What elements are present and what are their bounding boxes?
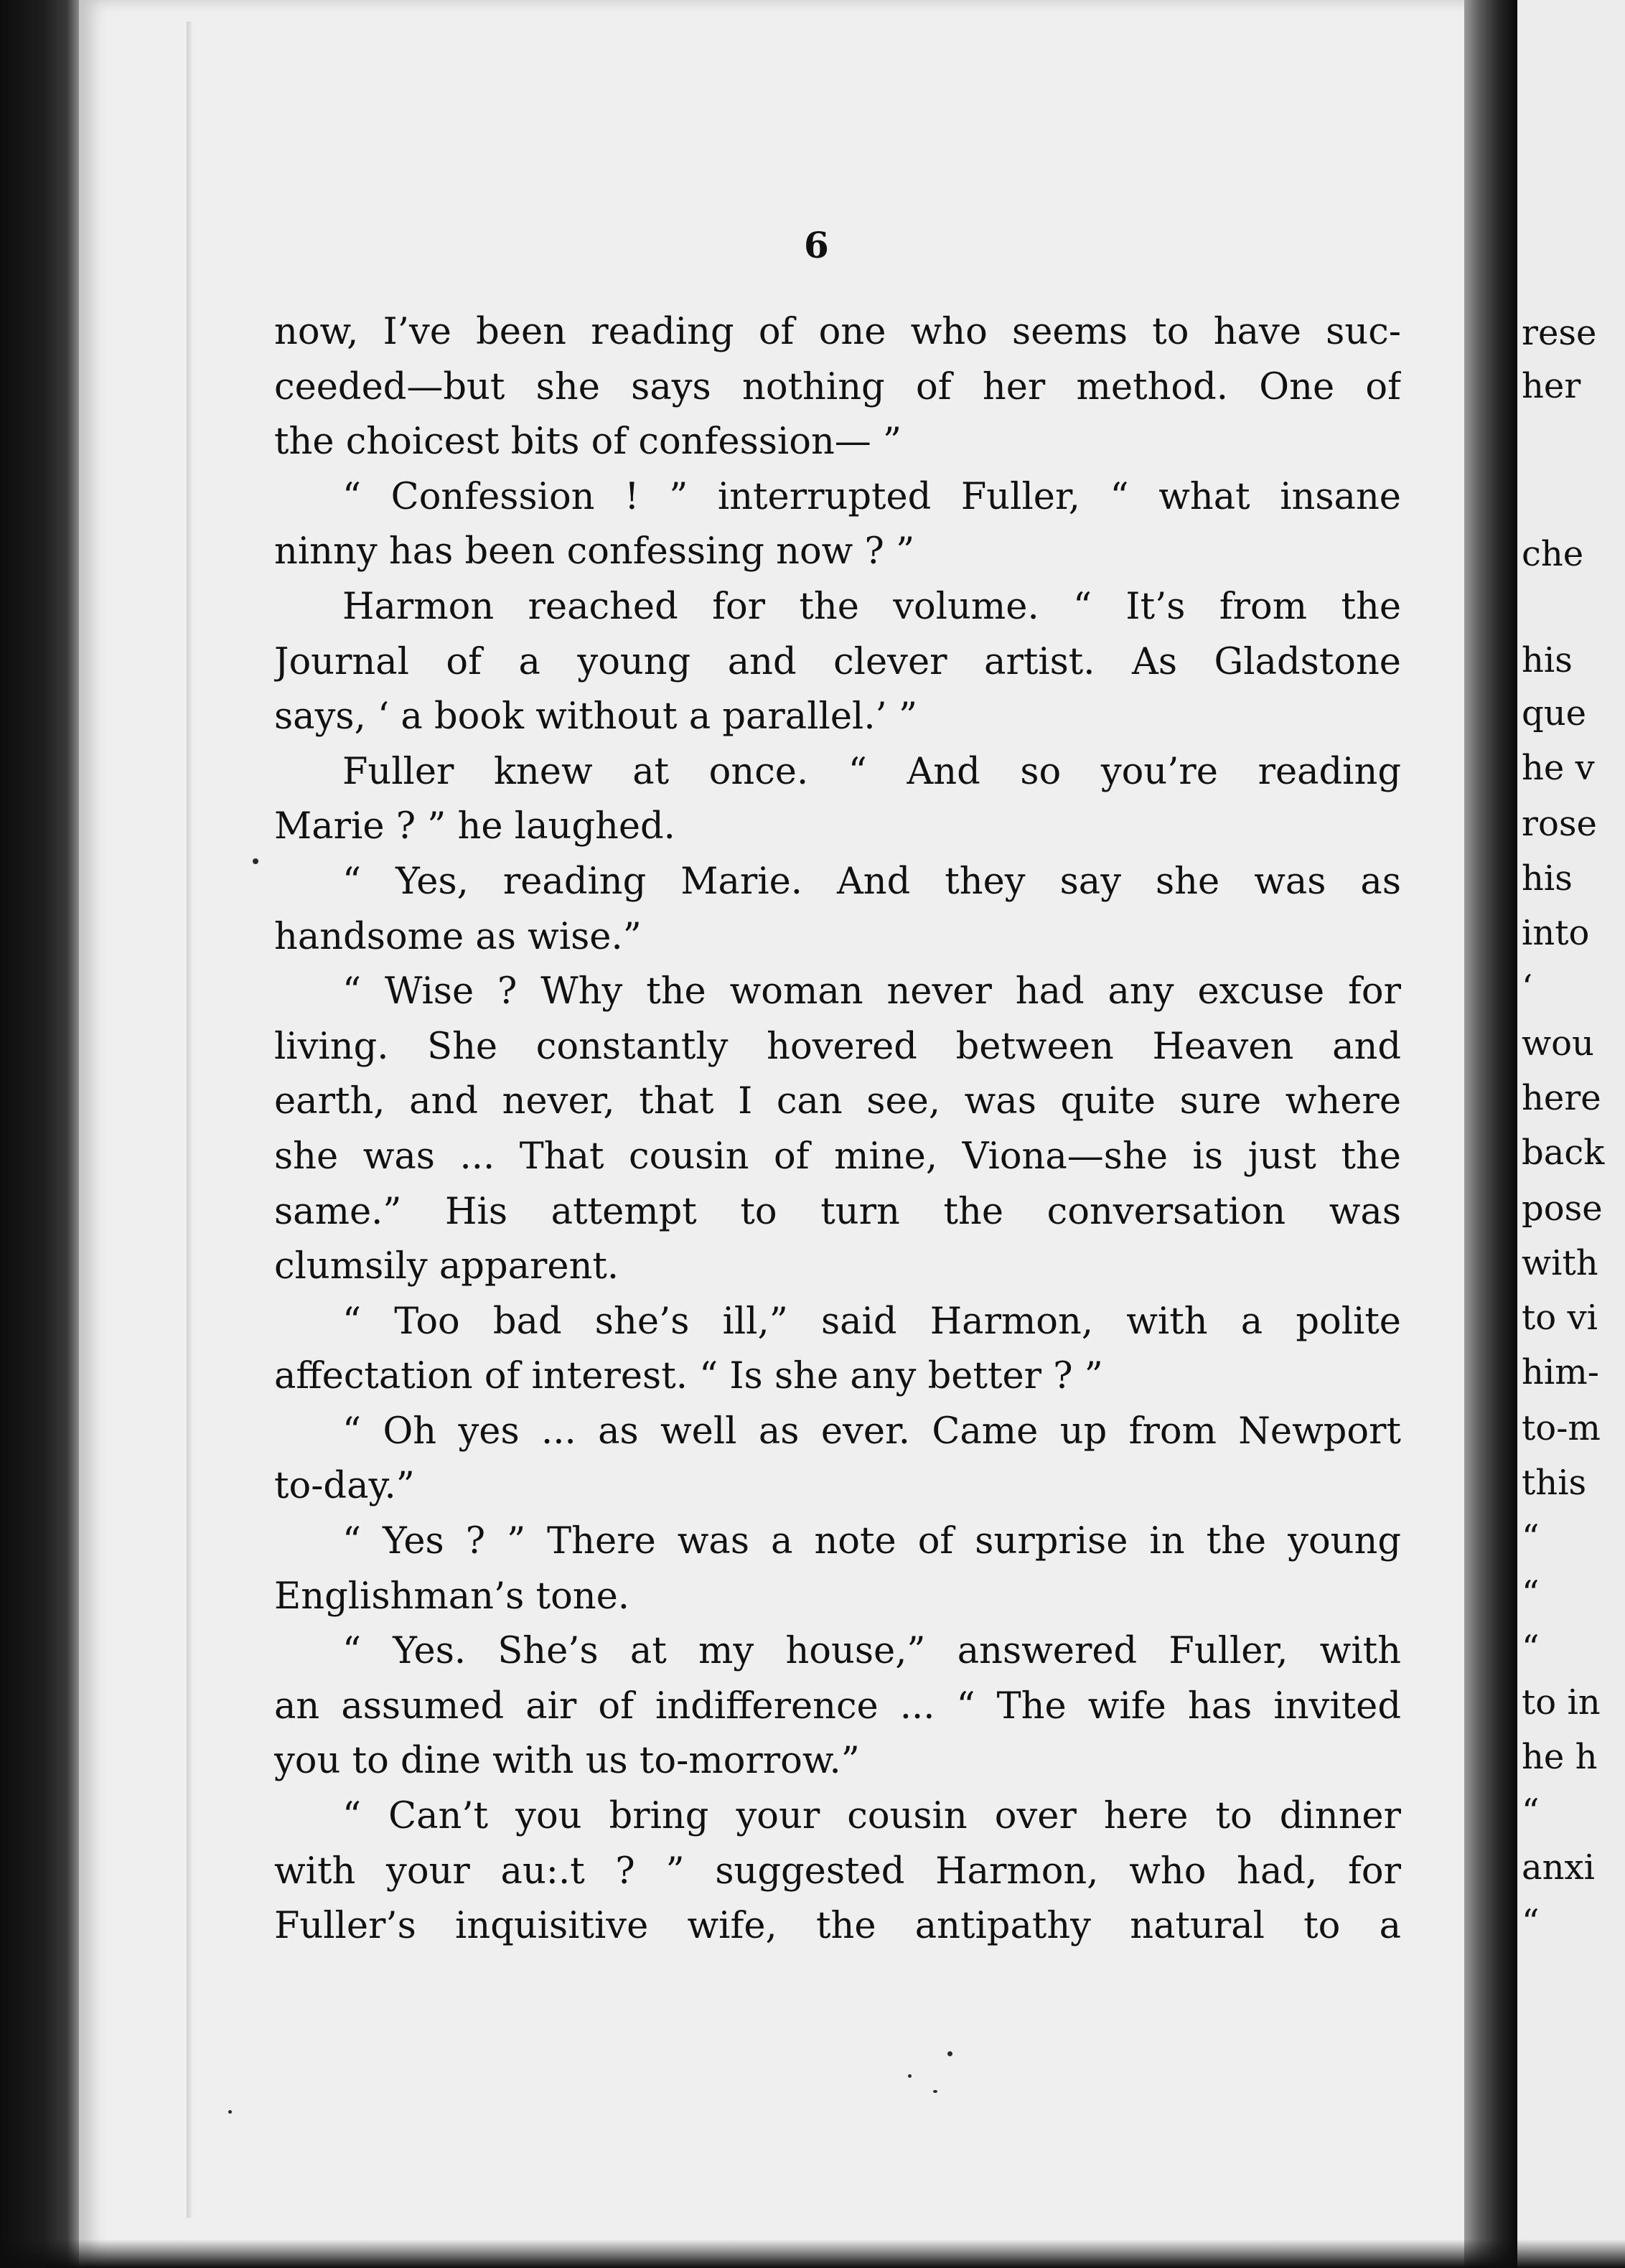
- facing-page-fragment: his: [1522, 640, 1573, 680]
- text-line: the choicest bits of confession— ”: [274, 421, 902, 464]
- facing-page-fragment: rese: [1522, 313, 1597, 353]
- text-line: “ Can’t you bring your cousin over here to dinner: [342, 1795, 1401, 1838]
- facing-page-fragment: with: [1522, 1243, 1598, 1283]
- text-line: “ Yes, reading Marie. And they say she was as: [342, 860, 1401, 903]
- text-line: affectation of interest. “ Is she any better ? ”: [274, 1355, 1103, 1398]
- text-line: same.” His attempt to turn the conversation was: [274, 1190, 1401, 1233]
- facing-page-fragment: to in: [1522, 1682, 1601, 1723]
- text-line: Marie ? ” he laughed.: [274, 805, 675, 848]
- dust-speck: [933, 2090, 937, 2093]
- book-gutter-shadow: [1464, 0, 1517, 2268]
- facing-page-fragment: “: [1522, 1573, 1540, 1613]
- facing-page-fragment: to-m: [1522, 1408, 1601, 1448]
- facing-page-fragment: he h: [1522, 1737, 1598, 1777]
- facing-page-fragment: que: [1522, 693, 1587, 734]
- text-line: “ Too bad she’s ill,” said Harmon, with a polite: [342, 1300, 1401, 1343]
- page-number: 6: [804, 224, 829, 266]
- facing-page-fragment: anxi: [1522, 1847, 1595, 1888]
- text-line: “ Confession ! ” interrupted Fuller, “ what insane: [342, 475, 1401, 518]
- facing-page-fragment: “: [1522, 1791, 1540, 1832]
- facing-page-fragment: che: [1522, 534, 1584, 574]
- text-line: earth, and never, that I can see, was quite sure where: [274, 1080, 1401, 1123]
- text-line: “ Wise ? Why the woman never had any excuse for: [342, 970, 1401, 1013]
- text-line: Harmon reached for the volume. “ It’s from the: [342, 585, 1401, 628]
- text-line: to-day.”: [274, 1465, 415, 1508]
- text-line: now, I’ve been reading of one who seems to have suc-: [274, 311, 1401, 353]
- text-line: says, ‘ a book without a parallel.’ ”: [274, 695, 918, 739]
- facing-page-fragment: his: [1522, 858, 1573, 899]
- text-line: “ Oh yes ... as well as ever. Came up from Newport: [342, 1410, 1401, 1453]
- body-text: [274, 305, 1401, 1954]
- text-line: ninny has been confessing now ? ”: [274, 530, 915, 573]
- text-line: Fuller’s inquisitive wife, the antipathy natural to a: [274, 1905, 1401, 1948]
- facing-page-fragment: rose: [1522, 804, 1597, 844]
- text-line: living. She constantly hovered between Heaven and: [274, 1025, 1401, 1068]
- text-line: ceeded—but she says nothing of her method. One of: [274, 365, 1401, 408]
- text-line: Journal of a young and clever artist. As Gladstone: [274, 640, 1401, 683]
- scan-bottom-border: [0, 2239, 1625, 2268]
- facing-page-fragment: “: [1522, 1517, 1540, 1557]
- facing-page-fragment: into: [1522, 913, 1590, 953]
- facing-page-fragment: he v: [1522, 748, 1595, 788]
- text-line: an assumed air of indifference ... “ The wife has invited: [274, 1684, 1401, 1728]
- facing-page-fragment: back: [1522, 1133, 1605, 1173]
- facing-page: [1517, 0, 1625, 2268]
- text-line: with your au:.t ? ” suggested Harmon, who had, for: [274, 1850, 1401, 1893]
- text-line: clumsily apparent.: [274, 1245, 619, 1288]
- text-line: handsome as wise.”: [274, 915, 642, 958]
- facing-page-fragment: to vi: [1522, 1298, 1598, 1338]
- text-line: “ Yes ? ” There was a note of surprise in the young: [342, 1520, 1401, 1563]
- text-line: Englishman’s tone.: [274, 1575, 630, 1618]
- facing-page-fragment: this: [1522, 1463, 1587, 1503]
- text-line: Fuller knew at once. “ And so you’re reading: [342, 750, 1401, 793]
- facing-page-fragment: here: [1522, 1078, 1601, 1118]
- facing-page-fragment: wou: [1522, 1023, 1594, 1064]
- dust-speck: [947, 2051, 952, 2056]
- facing-page-fragment: ‘: [1522, 967, 1533, 1008]
- dust-speck: [908, 2074, 912, 2078]
- facing-page-fragment: pose: [1522, 1189, 1603, 1229]
- text-line: she was ... That cousin of mine, Viona—she is just the: [274, 1135, 1401, 1178]
- facing-page-fragment: him-: [1522, 1352, 1599, 1392]
- facing-page-fragment: “: [1522, 1902, 1540, 1942]
- facing-page-fragment: her: [1522, 366, 1581, 406]
- text-line: “ Yes. She’s at my house,” answered Fuller, with: [342, 1630, 1401, 1673]
- facing-page-fragment: “: [1522, 1628, 1540, 1668]
- page-edge-shadow: [187, 22, 192, 2218]
- dust-speck: [253, 858, 258, 864]
- text-line: you to dine with us to-morrow.”: [274, 1740, 860, 1783]
- scan-left-border: [0, 0, 79, 2268]
- dust-speck: [228, 2110, 232, 2114]
